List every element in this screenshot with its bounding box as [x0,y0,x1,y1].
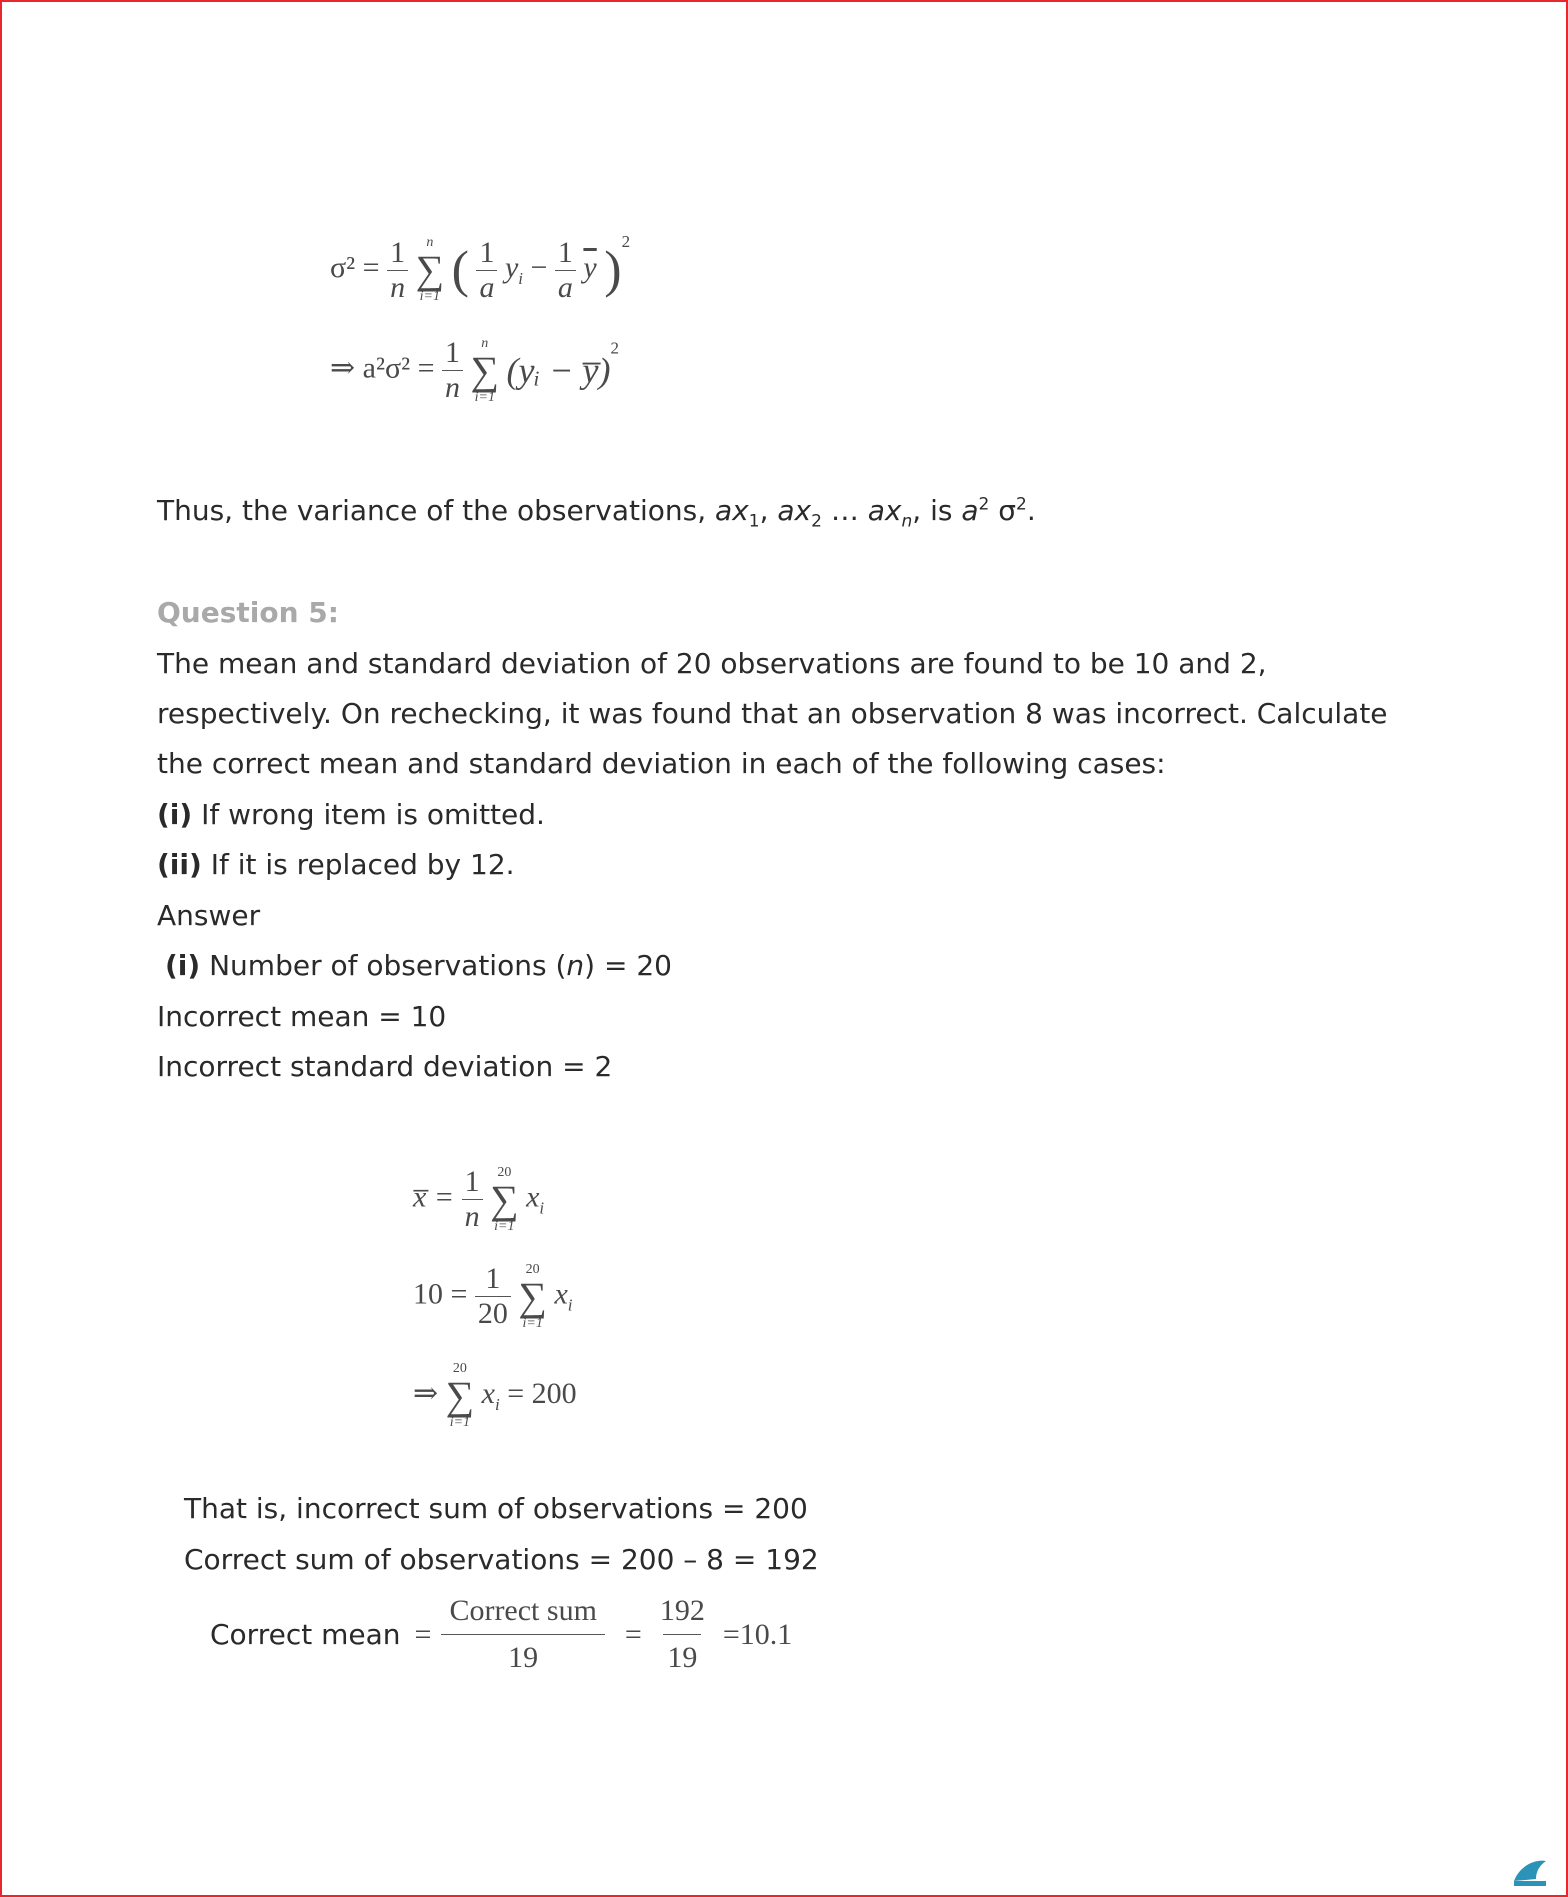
eq1-a1-num: 1 [479,235,495,269]
eq4-sub: i [567,1295,573,1315]
eq1-minus: − [530,251,548,284]
sigma-icon: ∑ [445,1373,475,1418]
eq5-rhs: = 200 [507,1376,577,1410]
eq2-body: (yᵢ − y̅) [506,350,611,391]
thus-sub2: 2 [811,511,822,532]
eq1-frac-a1 [476,236,497,305]
eq3-xbar: x̅ = [413,1180,455,1214]
eq2-lhs: ⇒ a²σ² = [330,351,435,385]
eq1-lower-limit: i=1 [419,289,441,305]
correct-mean-label: Correct mean [210,1618,401,1651]
eq2-den: n [442,370,463,405]
equation-variance-def [330,232,630,305]
eq4-summation [518,1263,547,1331]
sigma-icon: ∑ [415,247,445,293]
answer-n-line [165,949,672,982]
thus-sup2: 2 [1016,494,1027,515]
eq1-paren-close: ) [604,241,622,299]
equation-mean-def [413,1165,544,1234]
correct-mean-frac1 [445,1594,600,1675]
frac1-den: 19 [441,1634,604,1675]
equation-mean-substituted [413,1262,573,1331]
eq1-y-sub: i [518,269,523,288]
correct-mean-eq1: = [414,1617,432,1651]
eq5-lower-limit: i=1 [449,1415,471,1430]
thus-ax2: ax [777,494,812,527]
thus-comma: , [759,494,778,527]
answer-n-var: n [566,949,585,982]
case-1-label: (i) [157,798,193,831]
thus-is: , is [912,494,962,527]
eq4-x: x [554,1277,568,1311]
eq1-num: 1 [390,235,406,269]
incorrect-sum-line: That is, incorrect sum of observations = 200 [184,1492,808,1525]
equation-sum-result [413,1362,577,1430]
correct-mean-equation [210,1594,792,1675]
question-line-3: the correct mean and standard deviation in each of the following cases: [157,747,1166,780]
sigma-icon: ∑ [490,1176,519,1222]
correct-sum-line: Correct sum of observations = 200 – 8 = 192 [184,1543,819,1576]
thus-ax1: ax [715,494,749,527]
thus-subn: n [901,511,913,532]
eq3-sub: i [539,1198,545,1218]
thus-axn: ax [867,494,902,527]
sigma-icon: ∑ [470,347,500,393]
case-1-text: If wrong item is omitted. [192,798,545,831]
answer-heading: Answer [157,899,261,932]
eq4-num: 1 [485,1262,501,1295]
incorrect-sd: Incorrect standard deviation = 2 [157,1050,613,1083]
eq1-lhs: σ² = [330,251,380,284]
thus-sup1: 2 [978,494,990,515]
eq2-num: 1 [445,336,461,369]
eq1-a1-den: a [476,270,497,305]
eq5-sub: i [494,1394,500,1414]
eq2-power: 2 [610,338,619,358]
eq1-frac-one-over-n [387,236,408,305]
eq4-frac [475,1262,511,1331]
correct-mean-result: =10.1 [722,1617,793,1651]
eq4-lower-limit: i=1 [522,1315,543,1331]
eq2-lower-limit: i=1 [474,389,495,405]
eq3-num: 1 [464,1165,480,1198]
eq3-lower-limit: i=1 [494,1218,515,1234]
question-case-2 [157,848,515,881]
eq5-x: x [481,1376,495,1410]
eq1-a2-den: a [555,270,576,305]
correct-mean-frac2 [656,1594,709,1675]
variance-conclusion [157,494,1036,532]
answer-n-label: (i) [165,949,201,982]
eq1-paren-open: ( [451,241,469,299]
frac2-num: 192 [659,1594,705,1627]
correct-mean-eq2: = [624,1617,642,1651]
eq1-den: n [387,270,408,305]
eq1-power: 2 [621,232,631,251]
sigma-icon: ∑ [518,1273,547,1319]
thus-sub1: 1 [748,511,760,532]
thus-sigma: σ [989,494,1017,527]
eq1-y: y [504,251,519,284]
eq2-frac-one-over-n [442,336,463,405]
eq5-arrow: ⇒ [413,1376,439,1410]
question-line-1: The mean and standard deviation of 20 observations are found to be 10 and 2, [157,647,1267,680]
thus-dots: … [821,494,868,527]
eq1-upper-limit: n [426,235,434,251]
eq3-summation [490,1166,519,1234]
eq4-lhs: 10 = [413,1277,468,1311]
answer-n-text1: Number of observations ( [200,949,567,982]
answer-n-text2: ) = 20 [584,949,672,982]
eq4-den: 20 [475,1296,511,1331]
thus-prefix: Thus, the variance of the observations, [157,494,716,527]
eq3-upper-limit: 20 [497,1164,512,1180]
question-case-1 [157,798,545,831]
frac1-num: Correct sum [449,1594,597,1627]
case-2-text: If it is replaced by 12. [201,848,515,881]
frac2-den: 19 [663,1634,701,1675]
eq2-upper-limit: n [481,335,489,351]
equation-variance-scaled [330,336,619,405]
eq1-ybar: $\overline{y}$ [583,251,597,284]
thus-a: a [961,494,979,527]
eq2-summation [471,337,500,405]
case-2-label: (ii) [157,848,202,881]
question-title: Question 5: [157,596,339,629]
shark-logo-icon [1510,1855,1550,1889]
eq3-den: n [462,1199,483,1234]
eq5-upper-limit: 20 [452,1361,467,1376]
eq1-summation [416,236,445,304]
incorrect-mean: Incorrect mean = 10 [157,1000,447,1033]
eq1-a2-num: 1 [557,235,573,269]
eq3-frac [462,1165,483,1234]
question-line-2: respectively. On rechecking, it was found that an observation 8 was incorrect. Calculate [157,697,1388,730]
eq3-x: x [526,1180,540,1214]
thus-period: . [1026,494,1036,527]
eq5-summation [446,1362,475,1430]
eq4-upper-limit: 20 [525,1261,540,1277]
eq1-frac-a2 [555,236,576,305]
